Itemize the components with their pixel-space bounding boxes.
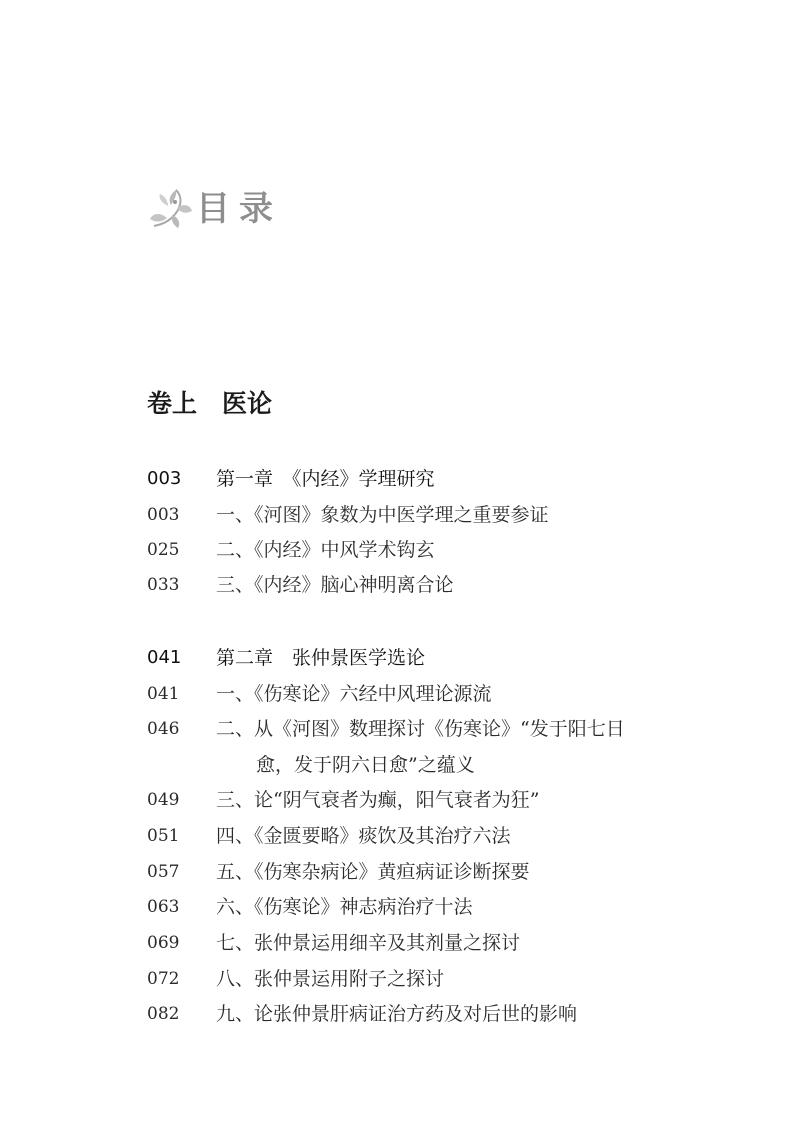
page-number: 046	[147, 719, 180, 739]
entry-title: 八、张仲景运用附子之探讨	[216, 968, 445, 990]
page-number: 049	[147, 790, 180, 810]
entry-title: 二、从《河图》数理探讨《伤寒论》“发于阳七日	[216, 718, 625, 740]
entry-title: 九、论张仲景肝病证治方药及对后世的影响	[216, 1003, 578, 1025]
toc-heading	[148, 186, 282, 232]
page-number: 033	[147, 575, 180, 595]
entry-title: 一、《伤寒论》六经中风理论源流	[216, 683, 492, 705]
chapter-title: 第二章 张仲景医学选论	[216, 647, 426, 669]
entry-title: 一、《河图》象数为中医学理之重要参证	[216, 504, 549, 526]
page-number: 082	[147, 1004, 180, 1024]
entry-title: 三、论“阴气衰者为癫，阳气衰者为狂”	[216, 789, 540, 811]
entry-title: 七、张仲景运用细辛及其剂量之探讨	[216, 932, 521, 954]
page-number: 041	[147, 684, 180, 704]
page-number: 041	[147, 647, 182, 668]
chapter-title: 第一章 《内经》学理研究	[216, 468, 435, 490]
leaf-flourish-icon	[148, 186, 194, 232]
entry-title: 三、《内经》脑心神明离合论	[216, 574, 454, 596]
entry-title: 四、《金匮要略》痰饮及其治疗六法	[216, 825, 511, 847]
volume-title: 卷上 医论	[147, 389, 273, 418]
page-number: 057	[147, 862, 180, 882]
entry-title: 六、《伤寒论》神志病治疗十法	[216, 896, 473, 918]
page-number: 025	[147, 540, 180, 560]
page-number: 003	[147, 505, 180, 525]
page-number: 063	[147, 897, 180, 917]
entry-title: 二、《内经》中风学术钩玄	[216, 539, 435, 561]
page-number: 003	[147, 468, 182, 489]
toc-title: 目录	[196, 189, 282, 229]
entry-title: 五、《伤寒杂病论》黄疸病证诊断探要	[216, 861, 530, 883]
page-number: 069	[147, 933, 180, 953]
entry-title-continuation: 愈，发于阴六日愈”之蕴义	[256, 754, 475, 776]
page-number: 072	[147, 969, 180, 989]
page-number: 051	[147, 826, 180, 846]
